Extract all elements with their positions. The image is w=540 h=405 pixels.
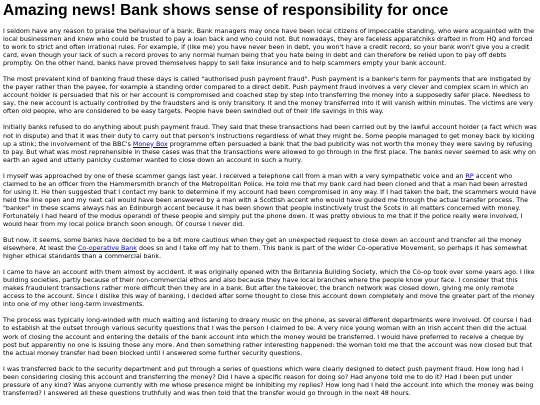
paragraph-text: But now, it seems, some banks have decided to be a bit more cautious when they get an unexpected request to close down an account and transfer all the money elsewhere. At least the bbox=[3, 237, 522, 253]
article-paragraph bbox=[3, 317, 537, 357]
article-paragraph bbox=[3, 124, 537, 164]
article-body bbox=[3, 28, 537, 398]
paragraph-text: accent who claimed to be an officer from the Hammersmith branch of the Metropolitan Police. He told me that my bank card had been cloned and that a man had been arrested for using it. He then suggested that I contact my bank to determine if my account had been compromised in any way. If I had taken the bait, the scammers would have held the line open and my next call would have been answered by a man with a Scottish accent who would have guided me through the actual transfer process. The "banker" in these scams always has an Edinburgh accent because it has been shown that people instinctively trust the Scots in all matters concerned with money. Fortunately I had heard of the modus operandi of these people and simply put the phone down. It was pretty obvious to me that if the police really were involved, I would hear from my local police branch soon enough. Of course I never did. bbox=[3, 172, 537, 228]
paragraph-text: I came to have an account with them almost by accident. It was originally opened with the Britannia Building Society, which the Co-op took over some years ago. I like building societies, partly because of their non-commercial ethos and also because they have local branches where the people know your face. I consider that this makes fraudulent transactions rather more difficult then they are in a bank. But after the takeover, the branch network was closed down, giving me only remote access to the account. Since I dislike this way of banking, I decided after some thought to close this account down completely and move the greater part of the money into one of my other long-term investments. bbox=[3, 269, 535, 309]
inline-link[interactable]: RP bbox=[465, 172, 474, 180]
paragraph-text: I myself was approached by one of these scammer gangs last year. I received a telephone call from a man with a very sympathetic voice and an bbox=[3, 172, 466, 180]
inline-link[interactable]: Co-operative Bank bbox=[77, 245, 137, 253]
paragraph-text: does so and I take off my hat to them. This bank is part of the wider Co-operative Movement, so perhaps it has somewhat higher ethical standards than a commercial bank. bbox=[3, 245, 528, 261]
article-paragraph bbox=[3, 76, 537, 116]
paragraph-text: programme often persuaded a bank that the bad publicity was not worth the money they were saving by refusing to pay. But what was most reprehensible in these cases was that the transactions were allowed to go through in the first place. The banks never seemed to ask why on earth an aged and utterly panicky customer wanted to close down an account in such a hurry. bbox=[3, 140, 536, 164]
inline-link[interactable]: Money Box bbox=[132, 140, 168, 148]
paragraph-text: I seldom have any reason to praise the behaviour of a bank. Bank managers may once have been local citizens of impeccable standing, who were acquainted with the local businessmen and knew who could be trusted to pay a loan back and who could not. But nowadays, they are faceless apparatchiks drafted in from HQ and forced to work to strict and often irrational rules. For example, if (like me) you have never been in debt, you won't have a credit record, so your bank won't give you a credit card, even though your lack of such a record proves to any normal human being that you hate being in debt and can therefore be relied upon to pay off debts promptly. On the other hand, banks have proved themselves happy to sell fake insurance and to help scammers empty your bank account. bbox=[3, 28, 534, 68]
article-paragraph bbox=[3, 366, 537, 398]
article-paragraph bbox=[3, 237, 537, 261]
article-paragraph bbox=[3, 173, 537, 229]
paragraph-text: The process was typically long-winded with much waiting and listening to dreary music on the phone, as several different departments were involved. Of course I had to establish at the outset through various security questions that I was the person I claimed to be. A very nice young woman with an Irish accent then did the actual work of closing the account and entering the details of the bank account into which the money would be transferred. I would have preferred to receive a cheque by post but apparently no one is issuing those any more. And then something rather interesting happened: the woman told me that the account was now closed but that the actual money transfer had been blocked until I answered some further security questions. bbox=[3, 317, 533, 357]
article-title: Amazing news! Bank shows sense of responsibility for once bbox=[3, 2, 449, 19]
paragraph-text: The most prevalent kind of banking fraud these days is called "authorised push payment fraud". Push payment is a banker's term for payments that are instigated by the payer rather than the payee, for example a standing order compared to a direct debit. Push payment fraud involves a very clever and complex scam in which an account holder is persuaded that his or her account is compromised and coached step by step into transferring the money into a supposedly safer place. Needless to say, the new account is actually controlled by the fraudsters and is only transitory. It and the money transferred into it will vanish within minutes. The victims are very often old people, who are considered to be easy targets. People have been swindled out of their life savings in this way. bbox=[3, 76, 534, 116]
paragraph-text: I was transferred back to the security department and put through a series of questions which were clearly designed to detect push payment fraud. How long had I been considering closing this account and transferring the money? Did I have a specific reason for doing so? Had anyone told me to do it? Had I been put under pressure of any kind? Was anyone currently with me whose presence might be inhibiting my replies? How long had I held the account into which the money was being transferred? I answered all these questions truthfully and was then told that the transfer would go through in the next 48 hours. bbox=[3, 365, 534, 397]
article-paragraph bbox=[3, 269, 537, 309]
article-paragraph bbox=[3, 28, 537, 68]
paragraph-text: Initially banks refused to do anything about push payment fraud. They said that these transactions had been carried out by the lawful account holder (a fact which was not in dispute) and that it was their duty to carry out that person's instructions regardless of what they might be. Some people managed to get money back by kicking up a stink; the involvement of the BBC's bbox=[3, 124, 537, 148]
